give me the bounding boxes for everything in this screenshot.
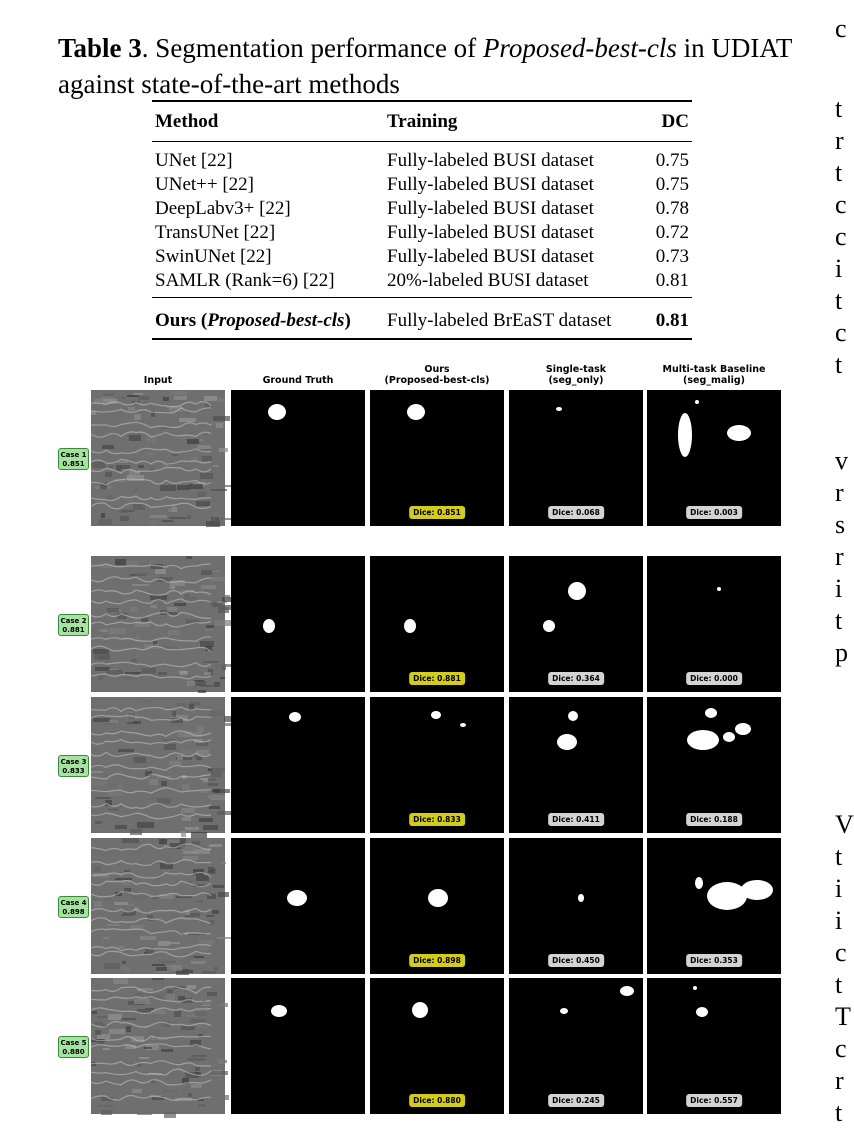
segmentation-figure — [55, 352, 792, 1132]
right-column-letter: i — [835, 874, 843, 903]
lesion-mask-blob — [557, 734, 577, 750]
right-column-letter: t — [835, 350, 843, 379]
segmentation-mask-panel — [231, 838, 365, 974]
header-method: Method — [155, 111, 219, 132]
right-column-letter: c — [835, 318, 847, 347]
right-column-letter: i — [835, 906, 843, 935]
lesion-mask-blob — [289, 712, 301, 722]
row-dc: 0.81 — [655, 270, 689, 291]
row-method: DeepLabv3+ [22] — [155, 198, 291, 219]
dice-score-label: Dice: 0.880 — [409, 1094, 465, 1107]
lesion-mask-blob — [412, 1002, 428, 1018]
case-score: 0.880 — [62, 1048, 85, 1056]
lesion-mask-blob — [707, 882, 747, 910]
case-label: Case 4 — [60, 899, 87, 907]
dice-score-label: Dice: 0.851 — [409, 506, 465, 519]
dice-score-label: Dice: 0.068 — [548, 506, 604, 519]
right-column-letter: t — [835, 842, 843, 871]
figure-column-title — [645, 352, 783, 386]
caption-sep: . — [141, 33, 149, 63]
segmentation-mask-panel — [231, 556, 365, 692]
column-title-line2: (seg_malig) — [683, 375, 745, 386]
dice-score-label: Dice: 0.898 — [409, 954, 465, 967]
right-column-letter: t — [835, 606, 843, 635]
column-title-line1: Single-task — [545, 364, 607, 375]
lesion-mask-blob — [556, 407, 562, 411]
column-title-line2: (seg_only) — [548, 375, 604, 386]
right-column-letter: c — [835, 14, 847, 43]
lesion-mask-blob — [723, 732, 735, 742]
lesion-mask-blob — [268, 404, 286, 420]
segmentation-mask-panel — [647, 390, 781, 526]
lesion-mask-blob — [695, 400, 699, 404]
lesion-mask-blob — [560, 1008, 568, 1014]
row-dc: 0.75 — [655, 150, 689, 171]
case-badge — [58, 614, 89, 636]
row-method: TransUNet [22] — [155, 222, 276, 243]
right-column-letter: c — [835, 222, 847, 251]
header-dc: DC — [661, 111, 689, 132]
ours-prefix: Ours ( — [155, 310, 208, 331]
row-method: UNet [22] — [155, 150, 233, 171]
ultrasound-input-image — [91, 978, 225, 1114]
ours-method-name: Proposed-best-cls — [207, 310, 345, 331]
column-title-line1: Multi-task Baseline — [662, 364, 766, 375]
right-column-letter: V — [835, 810, 854, 839]
header-training: Training — [387, 111, 458, 132]
table-caption — [58, 30, 798, 102]
lesion-mask-blob — [578, 894, 584, 902]
case-score: 0.833 — [62, 767, 85, 775]
dice-score-label: Dice: 0.411 — [548, 813, 604, 826]
row-training: Fully-labeled BUSI dataset — [387, 222, 594, 243]
ultrasound-input-image — [91, 556, 225, 692]
lesion-mask-blob — [696, 1007, 708, 1017]
lesion-mask-blob — [693, 986, 697, 990]
row-training: Fully-labeled BUSI dataset — [387, 174, 594, 195]
right-column-letter: t — [835, 158, 843, 187]
right-column-letter: r — [835, 478, 844, 507]
dice-score-label: Dice: 0.353 — [686, 954, 742, 967]
segmentation-mask-panel — [509, 556, 643, 692]
lesion-mask-blob — [404, 619, 416, 633]
lesion-mask-blob — [687, 730, 719, 750]
case-badge — [58, 755, 89, 777]
segmentation-mask-panel — [509, 838, 643, 974]
segmentation-mask-panel — [647, 978, 781, 1114]
case-score: 0.851 — [62, 460, 85, 468]
row-method: UNet++ [22] — [155, 174, 254, 195]
case-score: 0.898 — [62, 908, 85, 916]
lesion-mask-blob — [727, 425, 751, 441]
column-title-line2: Input — [143, 375, 173, 386]
comparison-table — [152, 100, 692, 331]
segmentation-mask-panel — [370, 697, 504, 833]
row-training: 20%-labeled BUSI dataset — [387, 270, 589, 291]
lesion-mask-blob — [735, 723, 751, 735]
lesion-mask-blob — [568, 582, 586, 600]
segmentation-mask-panel — [509, 390, 643, 526]
right-column-letter: T — [835, 1002, 851, 1031]
figure-column-title — [368, 352, 506, 386]
ultrasound-input-image — [91, 390, 225, 526]
right-column-text-fragment — [833, 0, 854, 1147]
lesion-mask-blob — [428, 889, 448, 907]
right-column-letter: t — [835, 970, 843, 999]
case-badge — [58, 448, 89, 470]
right-column-letter: s — [835, 510, 846, 539]
lesion-mask-blob — [620, 986, 634, 996]
row-training: Fully-labeled BUSI dataset — [387, 150, 594, 171]
table-mid-rule — [152, 297, 692, 298]
right-column-letter: t — [835, 1098, 843, 1127]
caption-text-before: Segmentation performance of — [148, 33, 483, 63]
lesion-mask-blob — [460, 723, 466, 727]
table-label: Table 3 — [58, 33, 142, 63]
lesion-mask-blob — [741, 880, 773, 900]
case-score: 0.881 — [62, 626, 85, 634]
dice-score-label: Dice: 0.188 — [686, 813, 742, 826]
dice-score-label: Dice: 0.364 — [548, 672, 604, 685]
ultrasound-input-image — [91, 697, 225, 833]
ultrasound-input-image — [91, 838, 225, 974]
lesion-mask-blob — [705, 708, 717, 718]
case-badge — [58, 1036, 89, 1058]
case-badge — [58, 896, 89, 918]
lesion-mask-blob — [678, 413, 692, 457]
lesion-mask-blob — [717, 587, 721, 591]
figure-column-title — [507, 352, 645, 386]
case-label: Case 1 — [60, 451, 87, 459]
right-column-letter: c — [835, 190, 847, 219]
right-column-letter: i — [835, 574, 843, 603]
segmentation-mask-panel — [647, 556, 781, 692]
segmentation-mask-panel — [370, 556, 504, 692]
right-column-letter: p — [835, 638, 848, 667]
segmentation-mask-panel — [231, 978, 365, 1114]
table-header-rule — [152, 141, 692, 142]
right-column-letter: t — [835, 286, 843, 315]
figure-column-title — [89, 352, 227, 386]
dice-score-label: Dice: 0.881 — [409, 672, 465, 685]
right-column-letter: c — [835, 1034, 847, 1063]
segmentation-mask-panel — [647, 838, 781, 974]
column-title-line2: (Proposed-best-cls) — [384, 375, 490, 386]
row-training: Fully-labeled BUSI dataset — [387, 246, 594, 267]
column-title-line2: Ground Truth — [262, 375, 334, 386]
segmentation-mask-panel — [509, 697, 643, 833]
lesion-mask-blob — [568, 711, 578, 721]
case-label: Case 5 — [60, 1039, 87, 1047]
segmentation-mask-panel — [231, 390, 365, 526]
figure-column-title — [229, 352, 367, 386]
segmentation-mask-panel — [509, 978, 643, 1114]
case-label: Case 3 — [60, 758, 87, 766]
row-method: SAMLR (Rank=6) [22] — [155, 270, 335, 291]
row-dc: 0.73 — [655, 246, 689, 267]
dice-score-label: Dice: 0.833 — [409, 813, 465, 826]
right-column-letter: r — [835, 126, 844, 155]
right-column-letter: r — [835, 1066, 844, 1095]
right-column-letter: r — [835, 542, 844, 571]
dice-score-label: Dice: 0.557 — [686, 1094, 742, 1107]
row-training: Fully-labeled BUSI dataset — [387, 198, 594, 219]
column-title-line1: Ours — [424, 364, 450, 375]
caption-method: Proposed-best-cls — [482, 33, 677, 63]
ours-dc: 0.81 — [655, 310, 689, 331]
right-column-letter: c — [835, 938, 847, 967]
ours-method — [155, 310, 351, 332]
lesion-mask-blob — [543, 620, 555, 632]
ours-training: Fully-labeled BrEaST dataset — [387, 310, 612, 331]
row-dc: 0.75 — [655, 174, 689, 195]
row-dc: 0.72 — [655, 222, 689, 243]
segmentation-mask-panel — [647, 697, 781, 833]
table-bottom-rule — [152, 338, 692, 340]
lesion-mask-blob — [263, 619, 275, 633]
caption-text-after: in UDIAT against state-of-the-art methods — [58, 33, 792, 99]
segmentation-mask-panel — [370, 838, 504, 974]
row-dc: 0.78 — [655, 198, 689, 219]
right-column-letter: i — [835, 254, 843, 283]
ours-suffix: ) — [344, 310, 351, 331]
lesion-mask-blob — [695, 877, 703, 889]
segmentation-mask-panel — [231, 697, 365, 833]
segmentation-mask-panel — [370, 390, 504, 526]
right-column-letter: v — [835, 446, 848, 475]
row-method: SwinUNet [22] — [155, 246, 272, 267]
lesion-mask-blob — [287, 890, 307, 906]
dice-score-label: Dice: 0.003 — [686, 506, 742, 519]
lesion-mask-blob — [407, 404, 425, 420]
case-label: Case 2 — [60, 617, 87, 625]
dice-score-label: Dice: 0.450 — [548, 954, 604, 967]
right-column-letter: t — [835, 94, 843, 123]
table-top-rule — [152, 100, 692, 102]
dice-score-label: Dice: 0.245 — [548, 1094, 604, 1107]
segmentation-mask-panel — [370, 978, 504, 1114]
lesion-mask-blob — [431, 711, 441, 719]
dice-score-label: Dice: 0.000 — [686, 672, 742, 685]
lesion-mask-blob — [271, 1005, 287, 1017]
